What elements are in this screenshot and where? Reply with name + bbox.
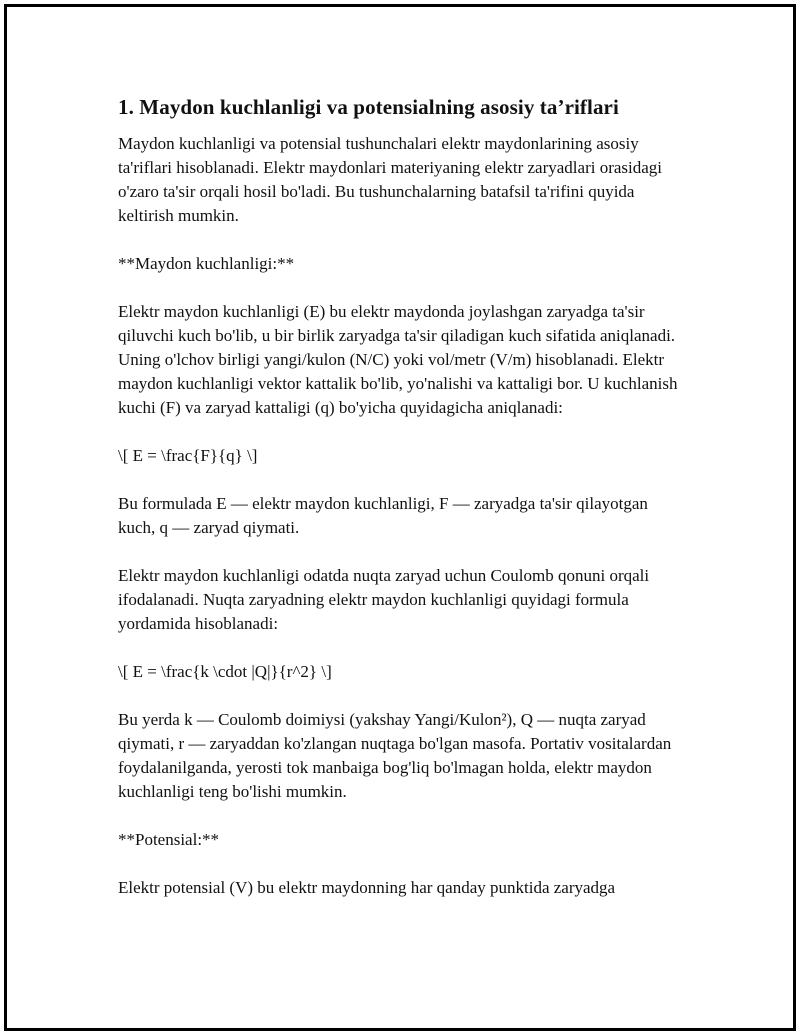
subheading-potential: **Potensial:** (118, 830, 220, 849)
intro-paragraph: Maydon kuchlanligi va potensial tushunchalari elektr maydonlarining asosiy ta'riflari hisoblanadi. Elektr maydonlari materiyaning elektr zaryadlari orasidagi o'zaro ta'sir orqali hosil bo'ladi. Bu tushunchalarning batafsil ta'rifini quyida keltirish mumkin. (118, 134, 663, 225)
coulomb-intro-paragraph: Elektr maydon kuchlanligi odatda nuqta zaryad uchun Coulomb qonuni orqali ifodalanadi. Nuqta zaryadning elektr maydon kuchlanligi quyidagi formula yordamida hisoblanadi: (118, 566, 650, 633)
potential-definition: Elektr potensial (V) bu elektr maydonning har qanday punktida zaryadga (118, 878, 616, 897)
formula-explanation: Bu formulada E — elektr maydon kuchlanligi, F — zaryadga ta'sir qilayotgan kuch, q — zaryad qiymati. (118, 494, 648, 537)
formula-coulomb: \[ E = \frac{k \cdot |Q|}{r^2} \] (118, 662, 332, 681)
formula-e-equals-f-over-q: \[ E = \frac{F}{q} \] (118, 446, 258, 465)
subheading-field-strength: **Maydon kuchlanligi:** (118, 254, 295, 273)
field-strength-definition: Elektr maydon kuchlanligi (E) bu elektr maydonda joylashgan zaryadga ta'sir qiluvchi kuch bo'lib, u bir birlik zaryadga ta'sir qiladigan kuch sifatida aniqlanadi. Uning o'lchov birligi yangi/kulon (N/C) yoki vol/metr (V/m) hisoblanadi. Elektr maydon kuchlanligi vektor kattalik bo'lib, yo'nalishi va kattaligi bor. U kuchlanish kuchi (F) va zaryad kattaligi (q) bo'yicha quyidagicha aniqlanadi: (118, 302, 678, 417)
document-body (118, 92, 688, 924)
section-heading: 1. Maydon kuchlanligi va potensialning asosiy ta’riflari (118, 95, 619, 119)
coulomb-explanation: Bu yerda k — Coulomb doimiysi (yakshay Yangi/Kulon²), Q — nuqta zaryad qiymati, r — zaryaddan ko'zlangan nuqtaga bo'lgan masofa. Portativ vositalardan foydalanilganda, yerosti tok manbaiga bog'liq bo'lmagan holda, elektr maydon kuchlanligi teng bo'lishi mumkin. (118, 710, 672, 801)
